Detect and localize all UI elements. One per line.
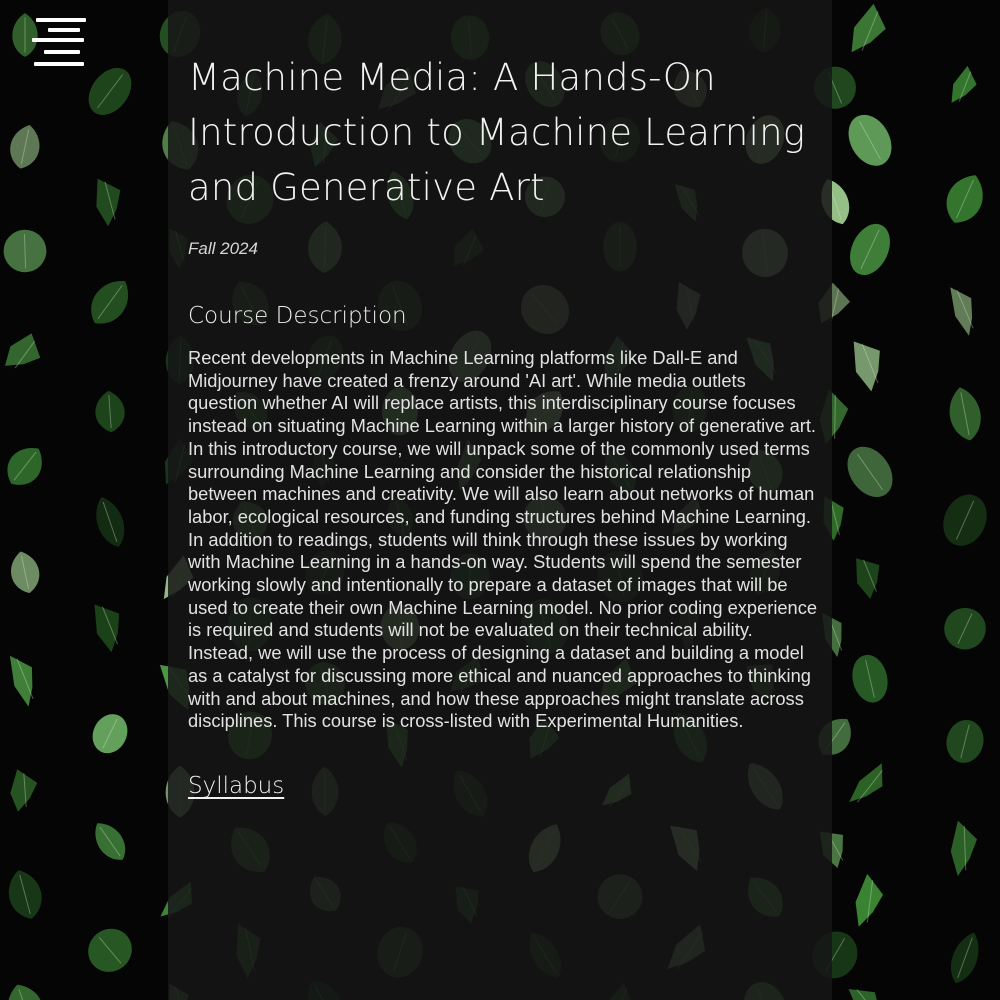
leaf-image bbox=[939, 168, 992, 230]
leaf-image bbox=[82, 272, 139, 333]
leaf-image bbox=[947, 63, 982, 108]
leaf-image bbox=[845, 759, 893, 812]
main-content bbox=[188, 50, 818, 799]
leaf-image bbox=[80, 60, 140, 124]
leaf-image bbox=[3, 866, 47, 923]
leaf-image bbox=[89, 174, 128, 228]
leaf-image bbox=[840, 107, 900, 173]
leaf-image bbox=[935, 488, 994, 553]
leaf-image bbox=[845, 334, 893, 394]
course-term: Fall 2024 bbox=[188, 239, 258, 258]
leaf-image bbox=[3, 229, 47, 273]
leaf-image bbox=[848, 551, 890, 601]
leaf-image bbox=[79, 920, 140, 981]
leaf-image bbox=[942, 716, 988, 767]
course-description-text: Recent developments in Machine Learning platforms like Dall-E and Midjourney have created a frenzy around 'AI art'. While media outlets question whether AI will replace artists, this interdisciplinary course focuses instead on situating Machine Learning within a larger history of generative art. In this introductory course, we will unpack some of the commonly used terms surrounding Machine Learning and consider the historical relationship between machines and creativity. We will also learn about networks of human labor, ecological resources, and funding structures behind Machine Learning. In addition to readings, students will think through these issues by working with Machine Learning in a hands-on way. Students will spend the semester working slowly and intentionally to prepare a dataset of images that will be used to create their own Machine Learning model. No prior coding experience is required and students will not be evaluated on their technical ability. Instead, we will use the process of designing a dataset and building a model as a catalyst for discussing more ethical and nuanced approaches to thinking with and about machines, and how these approaches might translate across disciplines. This course is cross-listed with Experimental Humanities. bbox=[188, 347, 818, 732]
leaf-image bbox=[87, 816, 133, 867]
menu-button[interactable] bbox=[30, 16, 86, 70]
leaf-image bbox=[0, 439, 51, 494]
leaf-image bbox=[937, 601, 992, 656]
leaf-image bbox=[945, 384, 985, 443]
leaf-image bbox=[950, 820, 979, 876]
leaf-image bbox=[7, 549, 43, 596]
leaf-image bbox=[1, 979, 49, 1000]
leaf-image bbox=[842, 217, 898, 281]
leaf-image bbox=[0, 328, 49, 380]
leaf-image bbox=[3, 650, 45, 709]
leaf-image bbox=[6, 122, 44, 172]
leaf-image bbox=[944, 928, 985, 987]
leaf-image bbox=[838, 438, 902, 506]
course-title: Machine Media: A Hands-On Introduction to Machine Learning and Generative Art bbox=[188, 56, 806, 209]
leaf-image bbox=[86, 708, 134, 759]
leaf-image bbox=[944, 281, 984, 337]
syllabus-link[interactable]: Syllabus bbox=[188, 772, 285, 799]
course-description-heading: Course Description bbox=[188, 303, 407, 329]
leaf-image bbox=[845, 0, 893, 60]
leaf-image bbox=[842, 978, 896, 1000]
leaf-image bbox=[94, 390, 126, 433]
leaf-image bbox=[848, 651, 892, 706]
leaf-image bbox=[87, 597, 132, 654]
leaf-image bbox=[89, 493, 130, 551]
leaf-image bbox=[853, 873, 886, 929]
leaf-image bbox=[9, 768, 39, 812]
